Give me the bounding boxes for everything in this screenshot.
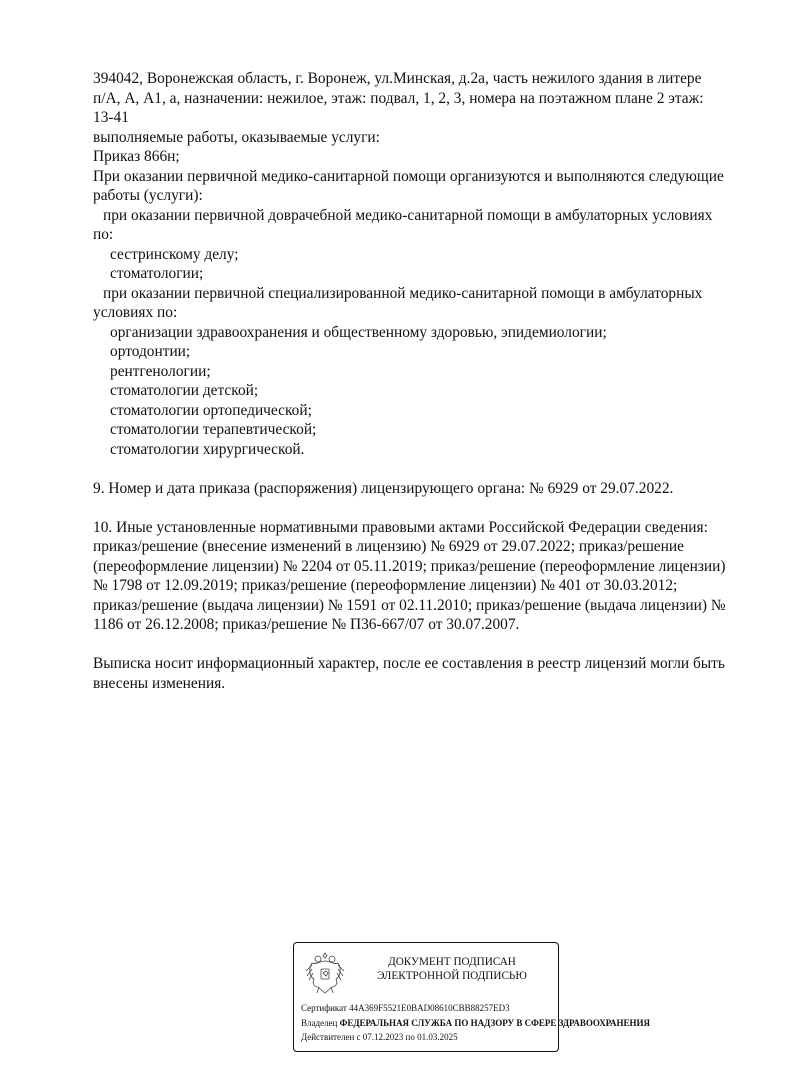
text-line: стоматологии; [110,265,204,282]
text-line: 13-41 [93,109,129,126]
text-line: внесены изменения. [93,674,226,692]
text-line: Приказ 866н; [93,148,180,165]
text-line: стоматологии терапевтической; [110,421,317,438]
text-line: стоматологии хирургической. [110,440,305,458]
electronic-signature-stamp [293,942,651,1052]
certificate-label: Сертификат [301,1003,347,1013]
owner-label: Владелец [301,1018,338,1028]
text-line: п/А, А, А1, а, назначении: нежилое, этаж: подвал, 1, 2, 3, номера на поэтажном плане 2 этаж: [93,89,704,107]
text-line: организации здравоохранения и общественному здоровью, эпидемиологии; [110,323,607,341]
text-line: сестринскому делу; [110,245,239,263]
certificate-value: 44A369F5521E0BAD08610CBB88257ED3 [349,1003,510,1013]
text-line: рентгенологии; [110,362,211,380]
coat-of-arms-icon [304,949,346,997]
stamp-title-line2: ЭЛЕКТРОННОЙ ПОДПИСЬЮ [377,970,527,982]
text-line: (переоформление лицензии) № 2204 от 05.11.2019; приказ/решение (переоформление лицензии) [93,557,726,575]
stamp-validity: Действителен с 07.12.2023 по 01.03.2025 [301,1032,458,1042]
text-line: по: [93,226,114,243]
text-line: при оказании первичной доврачебной медико-санитарной помощи в амбулаторных условиях [103,206,713,224]
text-line: № 1798 от 12.09.2019; приказ/решение (переоформление лицензии) № 401 от 30.03.2012; [93,577,678,594]
text-line: работы (услуги): [93,187,203,204]
text-line: ортодонтии; [110,343,191,360]
text-line: Выписка носит информационный характер, после ее составления в реестр лицензий могли быть [93,655,725,672]
text-line: 9. Номер и дата приказа (распоряжения) лицензирующего органа: № 6929 от 29.07.2022. [93,479,674,497]
text-line: 10. Иные установленные нормативными правовыми актами Российской Федерации сведения: [93,518,708,536]
owner-value: ФЕДЕРАЛЬНАЯ СЛУЖБА ПО НАДЗОРУ В СФЕРЕ ЗДРАВООХРАНЕНИЯ [339,1018,651,1028]
text-line: условиях по: [93,304,178,321]
text-line: приказ/решение (выдача лицензии) № 1591 от 02.11.2010; приказ/решение (выдача лицензии) № [93,596,726,614]
stamp-title-line1: ДОКУМЕНТ ПОДПИСАН [388,956,516,968]
text-line: При оказании первичной медико-санитарной помощи организуются и выполняются следующие [93,167,724,185]
stamp-certificate [301,1003,510,1014]
text-line: стоматологии ортопедической; [110,401,312,419]
text-line: при оказании первичной специализированной медико-санитарной помощи в амбулаторных [103,284,703,302]
text-line: 1186 от 26.12.2008; приказ/решение № П36-667/07 от 30.07.2007. [93,616,520,633]
text-line: стоматологии детской; [110,382,259,399]
text-line: приказ/решение (внесение изменений в лицензию) № 6929 от 29.07.2022; приказ/решение [93,538,684,555]
stamp-owner [301,1018,650,1029]
text-line: 394042, Воронежская область, г. Воронеж, ул.Минская, д.2а, часть нежилого здания в литере [93,70,702,87]
text-line: выполняемые работы, оказываемые услуги: [93,128,380,146]
